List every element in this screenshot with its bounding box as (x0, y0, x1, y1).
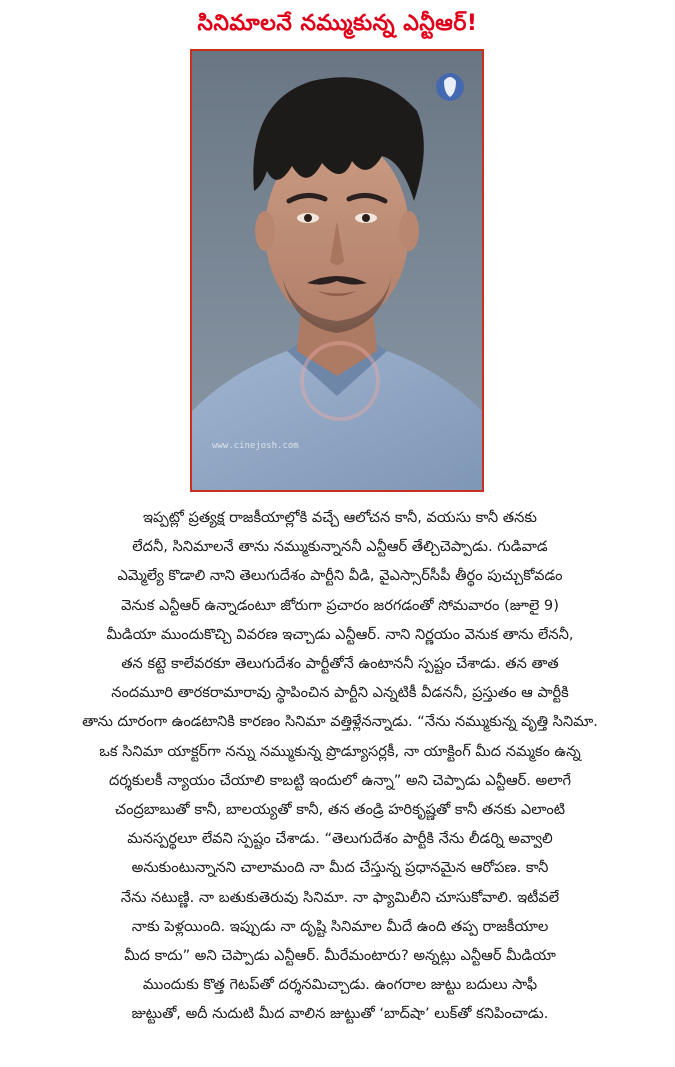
article-line: తన కట్టె కాలేవరకూ తెలుగుదేశం పార్టీతోనే ఉంటాననీ స్పష్టం చేశాడు. తన తాత (121, 655, 559, 673)
article-line: వెనుక ఎన్టీఆర్ ఉన్నాడంటూ జోరుగా ప్రచారం జరగడంతో సోమవారం (జూలై 9) (121, 596, 559, 614)
article-line: నందమూరి తారకరామారావు స్థాపించిన పార్టీని ఎన్నటికీ వీడననీ, ప్రస్తుతం ఆ పార్టీకి (111, 684, 569, 702)
article-line: నాకు పెళ్లయింది. ఇప్పుడు నా దృష్టి సినిమాల మీదే ఉంది తప్ప రాజకీయాల (131, 917, 549, 935)
article-line: చంద్రబాబుతో కానీ, బాలయ్యతో కానీ, తన తండ్రి హరికృష్ణతో కానీ తనకు ఎలాంటి (115, 801, 565, 819)
article-line: అనుకుంటున్నానని చాలామంది నా మీద చేస్తున్న ప్రధానమైన ఆరోపణ. కానీ (131, 859, 549, 877)
article-photo (190, 49, 484, 492)
article-line: లేదనీ, సినిమాలనే తాను నమ్ముకున్నాననీ ఎన్టీఆర్ తేల్చిచెప్పాడు. గుడివాడ (132, 538, 548, 556)
article-line: ఇప్పట్లో ప్రత్యక్ష రాజకీయాల్లోకి వచ్చే ఆలోచన కానీ, వయసు కానీ తనకు (143, 509, 537, 526)
article-line: జుట్టుతో, అదీ నుదుటి మీద వాలిన జుట్టుతో ‘బాద్‌షా’ లుక్‌తో కనిపించాడు. (131, 1005, 549, 1023)
article-line: మీద కాదు” అని చెప్పాడు ఎన్టీఆర్. మీరేమంటారు? అన్నట్లు ఎన్టీఆర్ మీడియా (124, 947, 556, 965)
photo-watermark: www.cinejosh.com (212, 441, 299, 451)
portrait-illustration (192, 51, 482, 490)
article-line: ముందుకు కొత్త గెటప్‌తో దర్శనమిచ్చాడు. ఉంగరాల జుట్టు బదులు సాఫీ (142, 976, 538, 994)
article-line: మీడియా ముందుకొచ్చి వివరణ ఇచ్చాడు ఎన్టీఆర్. నాని నిర్ణయం వెనుక తాను లేననీ, (106, 625, 574, 643)
article-line: ఒక సినిమా యాక్టర్‌గా నన్ను నమ్ముకున్న ప్రొడ్యూసర్లకీ, నా యాక్టింగ్ మీద నమ్మకం ఉన్న (99, 742, 581, 760)
article-line: నేను నటుణ్ణి. నా బతుకుతెరువు సినిమా. నా ఫ్యామిలీని చూసుకోవాలి. ఇటీవలే (120, 888, 560, 906)
article-body (30, 503, 650, 1029)
article-headline: సినిమాలనే నమ్ముకున్న ఎన్టీఆర్! (197, 11, 478, 36)
article-line: దర్శకులకీ న్యాయం చేయాలి కాబట్టి ఇందులో ఉన్నా” అని చెప్పాడు ఎన్టీఆర్. అలాగే (108, 771, 572, 789)
article-line: ఎమ్మెల్యే కొడాలి నాని తెలుగుదేశం పార్టీని వీడి, వైఎస్సార్‌సీపీ తీర్థం పుచ్చుకోవడం (117, 567, 563, 585)
article-line: మనస్పర్థలూ లేవని స్పష్టం చేశాడు. “తెలుగుదేశం పార్టీకి నేను లీడర్ని అవ్వాలి (127, 830, 553, 848)
article-line: తాను దూరంగా ఉండటానికి కారణం సినిమా వత్తిళ్లేనన్నాడు. “నేను నమ్ముకున్న వృత్తి సినిమా. (82, 713, 598, 731)
